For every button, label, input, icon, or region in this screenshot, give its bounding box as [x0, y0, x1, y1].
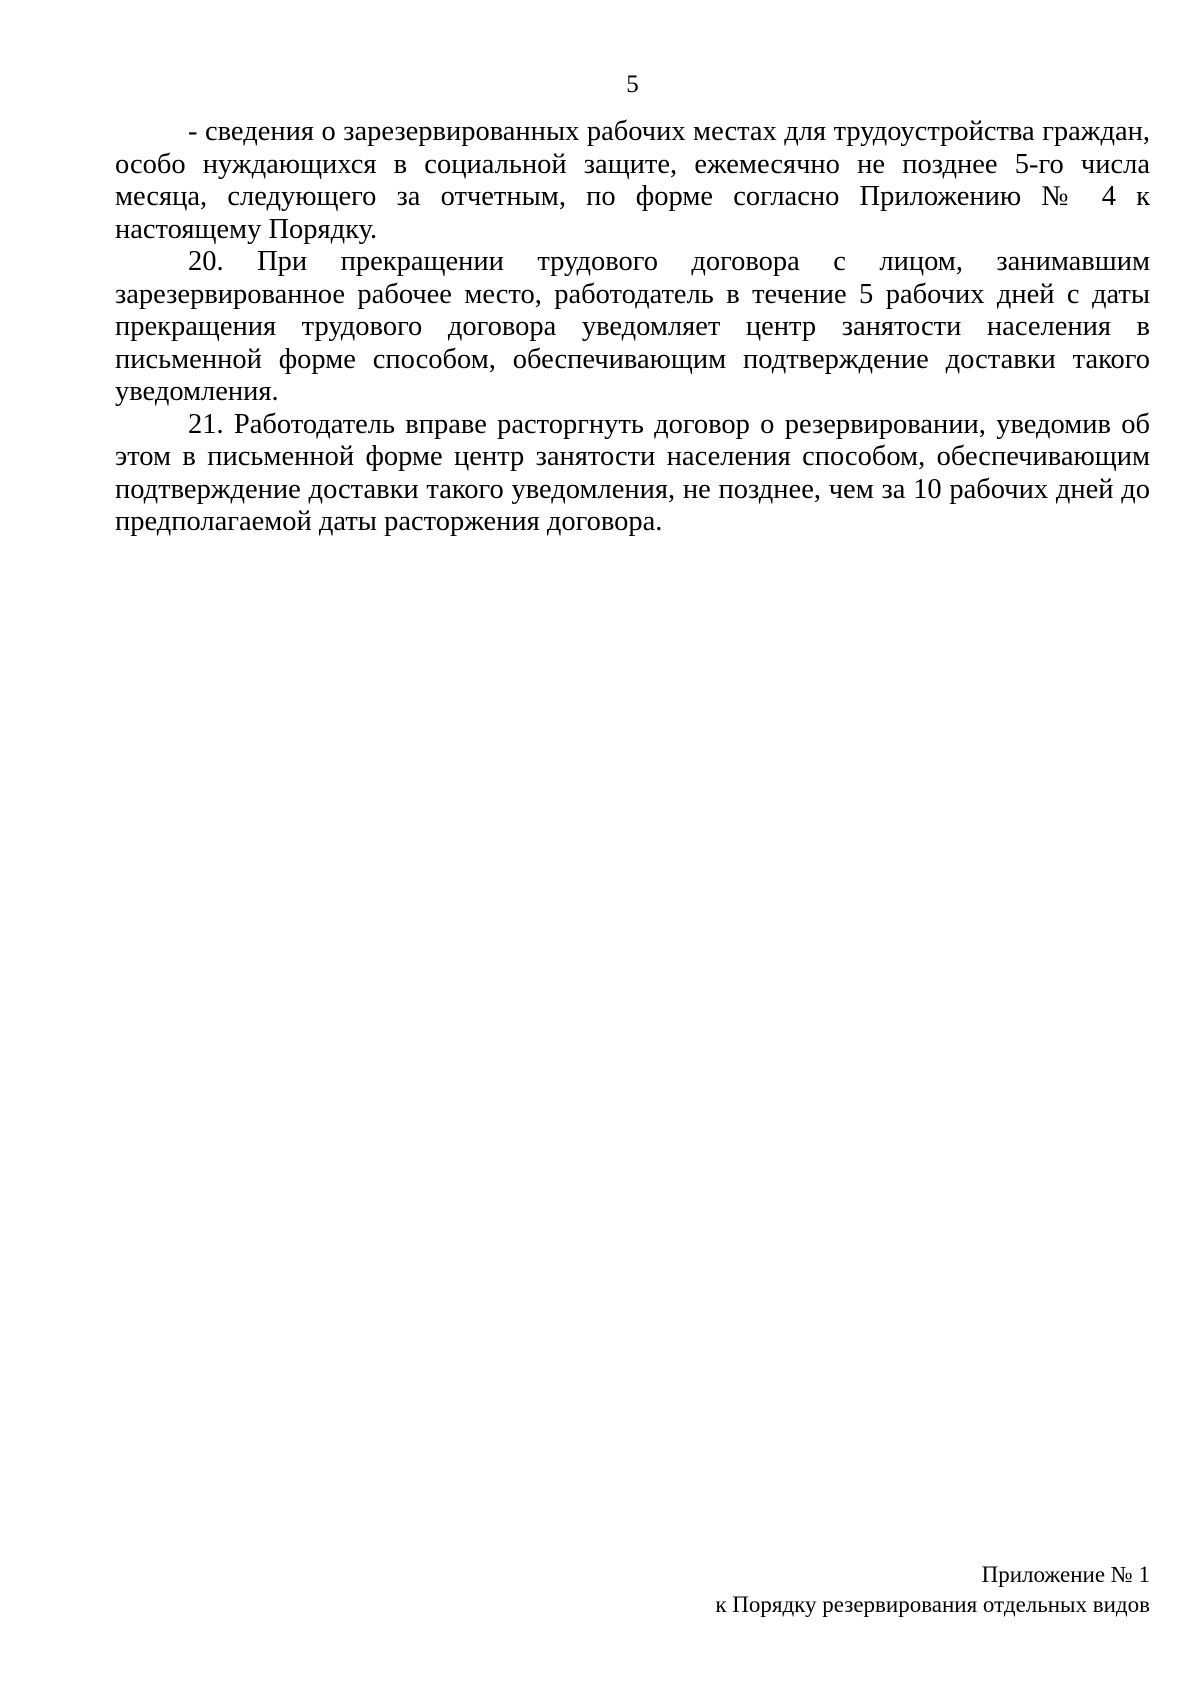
appendix-header — [450, 1560, 1150, 1620]
paragraph-20: 20. При прекращении трудового договора с лицом, занимавшим зарезервированное рабочее место, работодатель в течение 5 рабочих дней с даты прекращения трудового договора уведомляет центр занятости населения в письменной форме способом, обеспечивающим подтверждение доставки такого уведомления. — [115, 246, 1150, 407]
document-body — [115, 116, 1150, 539]
page-number: 5 — [626, 71, 639, 98]
paragraph-21: 21. Работодатель вправе расторгнуть договор о резервировании, уведомив об этом в письменной форме центр занятости населения способом, обеспечивающим подтверждение доставки такого уведомления, не позднее, чем за 10 рабочих дней до предполагаемой даты расторжения договора. — [115, 408, 1150, 537]
appendix-subtitle: к Порядку резервирования отдельных видов — [715, 1592, 1150, 1617]
paragraph-reporting-info: - сведения о зарезервированных рабочих местах для трудоустройства граждан, особо нуждающихся в социальной защите, ежемесячно не позднее 5-го числа месяца, следующего за отчетным, по форме согласно Приложению № 4 к настоящему Порядку. — [115, 116, 1150, 245]
appendix-title: Приложение № 1 — [981, 1562, 1150, 1587]
